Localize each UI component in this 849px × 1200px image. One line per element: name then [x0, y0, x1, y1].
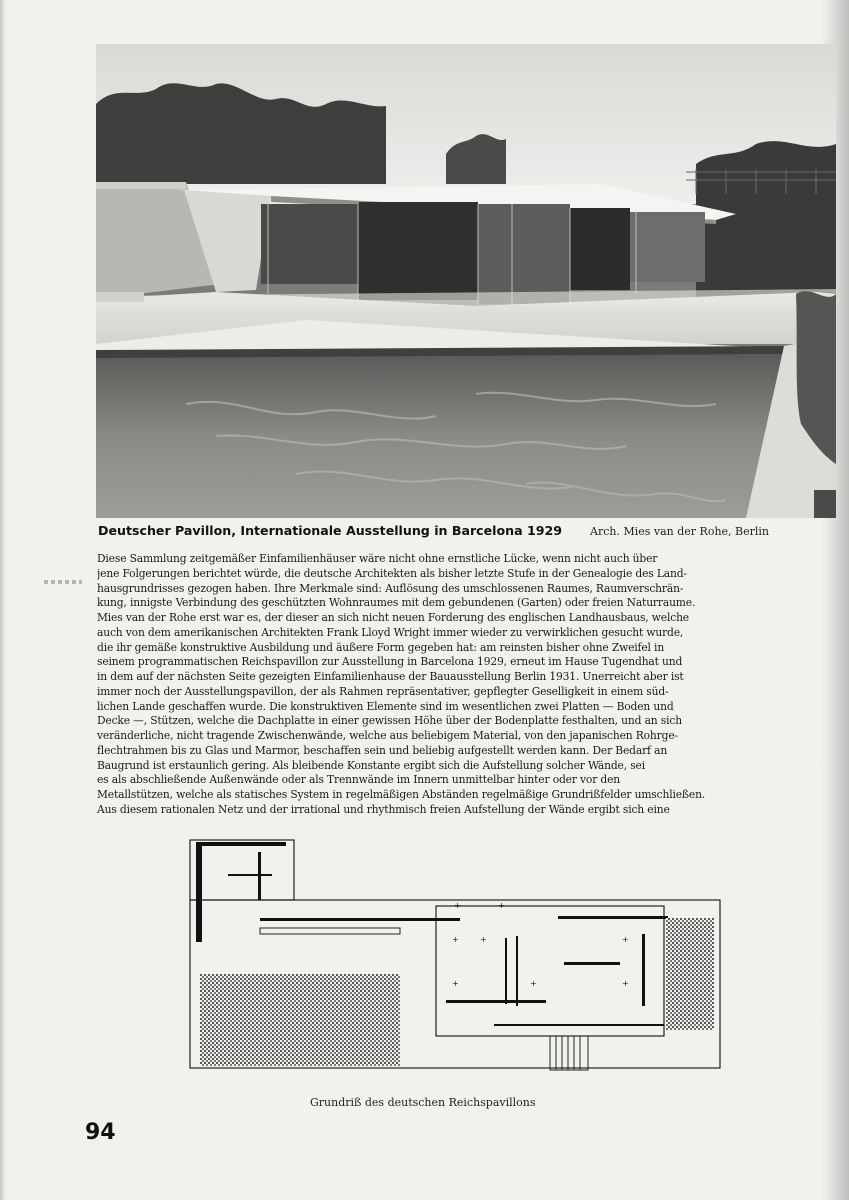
pavilion-photo-illustration	[96, 44, 836, 518]
svg-text:+: +	[452, 935, 459, 944]
body-line: jene Folgerungen berichtet würde, die deutsche Architekten als bisher letzte Stufe in der Genealogie des Land-	[97, 566, 687, 580]
photo-caption-credit: Arch. Mies van der Rohe, Berlin	[590, 525, 769, 538]
body-line: kung, innigste Verbindung des geschützten Wohnraumes mit dem gebundenen (Garten) oder freien Naturraume.	[97, 596, 696, 610]
body-line: Metallstützen, welche als statisches System in regelmäßigen Abständen regelmäßige Grundrißfelder umschließen.	[97, 788, 706, 801]
body-line: Baugrund ist erstaunlich gering. Als bleibende Konstante ergibt sich die Aufstellung solcher Wände, sei	[97, 758, 645, 772]
plan-wall-north	[196, 842, 286, 846]
plan-left-room	[190, 840, 294, 900]
svg-text:+: +	[454, 901, 461, 910]
body-line: Diese Sammlung zeitgemäßer Einfamilienhäuser wäre nicht ohne ernstliche Lücke, wenn nicht auch über	[97, 552, 658, 565]
body-line: lichen Lande geschaffen wurde. Die konstruktiven Elemente sind im wesentlichen zwei Platten — Boden und	[97, 699, 674, 713]
plan-caption: Grundriß des deutschen Reichspavillons	[310, 1096, 536, 1109]
svg-text:+: +	[530, 979, 537, 988]
floor-plan-drawing	[188, 838, 734, 1078]
page-left-edge	[0, 0, 6, 1200]
body-line: Aus diesem rationalen Netz und der irrational und rhythmisch freien Aufstellung der Wände ergibt sich eine	[97, 802, 670, 816]
plan-wall-center	[564, 962, 620, 965]
body-line: immer noch der Ausstellungspavillon, der als Rahmen repräsentativer, gepflegter Geselligkeit in einem süd-	[97, 684, 669, 698]
page-number: 94	[85, 1120, 116, 1145]
plan-column-line-2	[505, 938, 507, 1004]
svg-text:+: +	[480, 935, 487, 944]
plan-wall-east	[642, 934, 645, 1006]
svg-text:+: +	[622, 979, 629, 988]
svg-text:+: +	[622, 935, 629, 944]
plan-wall-inner-2	[228, 874, 272, 876]
body-line: auch von dem amerikanischen Architekten Frank Lloyd Wright immer wieder zu verwirklichen gesucht wurde,	[97, 625, 684, 639]
body-line: Decke —, Stützen, welche die Dachplatte in einer gewissen Höhe über der Bodenplatte festhalten, und an sich	[97, 714, 682, 728]
plan-column-line	[516, 936, 518, 1006]
body-text	[97, 552, 828, 818]
plan-long-wall	[260, 918, 460, 921]
body-line: es als abschließende Außenwände oder als Trennwände im Innern unmittelbar hinter oder vor den	[97, 773, 621, 787]
plan-pavilion-core	[436, 906, 664, 1036]
margin-mark	[44, 580, 82, 584]
floor-plan	[188, 838, 734, 1078]
pavilion-photograph	[96, 44, 836, 518]
plan-wall-north-core	[558, 916, 668, 919]
plan-wall-south-core	[446, 1000, 546, 1003]
photo-caption-title: Deutscher Pavillon, Internationale Ausstellung in Barcelona 1929	[98, 523, 563, 538]
body-line: in dem auf der nächsten Seite gezeigten Einfamilienhause der Bauausstellung Berlin 1931. Unerreicht aber ist	[97, 670, 684, 683]
svg-text:+: +	[452, 979, 459, 988]
body-line: Mies van der Rohe erst war es, der dieser an sich nicht neuen Forderung des englischen Landhausbaus, welche	[97, 611, 689, 624]
body-line: flechtrahmen bis zu Glas und Marmor, beschaffen sein und beliebig aufgestellt werden kann. Der Bedarf an	[97, 743, 668, 757]
svg-text:+: +	[498, 901, 505, 910]
plan-large-pool	[200, 974, 400, 1066]
plan-wall-south	[494, 1024, 664, 1026]
body-line: veränderliche, nicht tragende Zwischenwände, welche aus beliebigem Material, von den japanischen Rohrge-	[97, 729, 678, 742]
body-line: seinem programmatischen Reichspavillon zur Ausstellung in Barcelona 1929, erneut im Hause Tugendhat und	[97, 655, 683, 669]
body-line: hausgrundrisses gezogen haben. Ihre Merkmale sind: Auflösung des umschlossenen Raumes, Raumverschrän-	[97, 581, 684, 595]
plan-wall-west	[196, 842, 202, 942]
plan-small-pool	[666, 918, 714, 1030]
body-line: die ihr gemäße konstruktive Ausbildung und äußere Form gegeben hat: am reinsten bisher ohne Zweifel in	[97, 640, 665, 654]
